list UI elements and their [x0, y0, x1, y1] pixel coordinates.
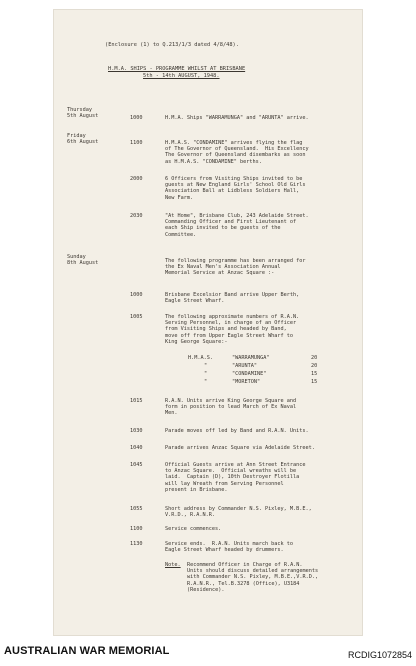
entry-text: R.A.N. Units arrive King George Square and form in position to lead March of Ex Naval Men.	[165, 398, 297, 417]
entry-time: 1055	[130, 506, 143, 512]
record-id: RCDIG1072854	[347, 650, 412, 660]
day-label: Thursday 5th August	[67, 107, 99, 120]
ship-name: "ARUNTA"	[232, 363, 257, 369]
entry-time: 1005	[130, 314, 143, 320]
note-text: Recommend Officer in Charge of R.A.N. Units should discuss detailed arrangements with Commander N.S. Pixley, M.B.E.,V.R.D., R.A.N.R., Tel.B.3278 (Office), U3184 (Residence).	[187, 562, 319, 593]
day-label: Sunday 8th August	[67, 254, 99, 267]
document-subtitle: 5th - 14th AUGUST, 1948.	[143, 73, 220, 79]
entry-text: Parade moves off led by Band and R.A.N. Units.	[165, 428, 309, 434]
ship-prefix: "	[204, 371, 208, 377]
entry-time: 1030	[130, 428, 143, 434]
entry-text: Service commences.	[165, 526, 222, 532]
ship-name: "MORETON"	[232, 379, 261, 385]
entry-text: Short address by Commander N.S. Pixley, M.B.E., V.R.D., R.A.N.R.	[165, 506, 312, 519]
entry-time: 1100	[130, 526, 143, 532]
ship-count: 15	[311, 371, 318, 377]
entry-text: H.M.A.S. "CONDAMINE" arrives flying the flag of The Governor of Queensland. His Excellency The Governor of Queensland disembarks as soon as H.M.A.S. "CONDAMINE" berths.	[165, 140, 309, 165]
ship-prefix: H.M.A.S.	[188, 355, 213, 361]
ship-prefix: "	[204, 363, 208, 369]
note-label: Note.	[165, 562, 181, 568]
entry-time: 1100	[130, 140, 143, 146]
entry-text: "At Home", Brisbane Club, 243 Adelaide Street. Commanding Officer and First Lieutenant of each Ship invited to be guests of the Committee.	[165, 213, 309, 238]
entry-time: 1000	[130, 115, 143, 121]
ship-prefix: "	[204, 379, 208, 385]
ship-count: 20	[311, 363, 318, 369]
entry-text: Brisbane Excelsior Band arrive Upper Berth, Eagle Street Wharf.	[165, 292, 300, 305]
entry-time: 1040	[130, 445, 143, 451]
ship-name: "CONDAMINE"	[232, 371, 267, 377]
entry-time: 1045	[130, 462, 143, 468]
ship-count: 20	[311, 355, 318, 361]
day-label: Friday 6th August	[67, 133, 99, 146]
entry-text: The following approximate numbers of R.A.N. Serving Personnel, in charge of an Officer from Visiting Ships and headed by Band, move off from Upper Eagle Street Wharf to King George Square:-	[165, 314, 300, 345]
enclosure-reference: (Enclosure (1) to Q.213/1/3 dated 4/8/48).	[105, 42, 239, 48]
entry-time: 1015	[130, 398, 143, 404]
document-title: H.M.A. SHIPS - PROGRAMME WHILST AT BRISBANE	[108, 66, 246, 72]
entry-time: 1130	[130, 541, 143, 547]
collection-label: AUSTRALIAN WAR MEMORIAL	[4, 645, 170, 657]
entry-time: 1000	[130, 292, 143, 298]
entry-text: Official Guests arrive at Ann Street Entrance to Anzac Square. Official wreaths will be laid. Captain (D), 10th Destroyer Flotilla will lay Wreath from Serving Personnel present in Brisbane.	[165, 462, 306, 493]
entry-text: Service ends. R.A.N. Units march back to Eagle Street Wharf headed by drummers.	[165, 541, 294, 554]
ship-name: "WARRAMUNGA"	[232, 355, 270, 361]
entry-text: 6 Officers from Visiting Ships invited to be guests at New England Girls' School Old Girls Association Ball at Lidbless Soldiers Hall, New Farm.	[165, 176, 306, 201]
ship-count: 15	[311, 379, 318, 385]
entry-text: H.M.A. Ships "WARRAMUNGA" and "ARUNTA" arrive.	[165, 115, 309, 121]
entry-time: 2030	[130, 213, 143, 219]
entry-text: The following programme has been arranged for the Ex Naval Men's Association Annual Memorial Service at Anzac Square :-	[165, 258, 306, 277]
entry-time: 2000	[130, 176, 143, 182]
entry-text: Parade arrives Anzac Square via Adelaide Street.	[165, 445, 315, 451]
